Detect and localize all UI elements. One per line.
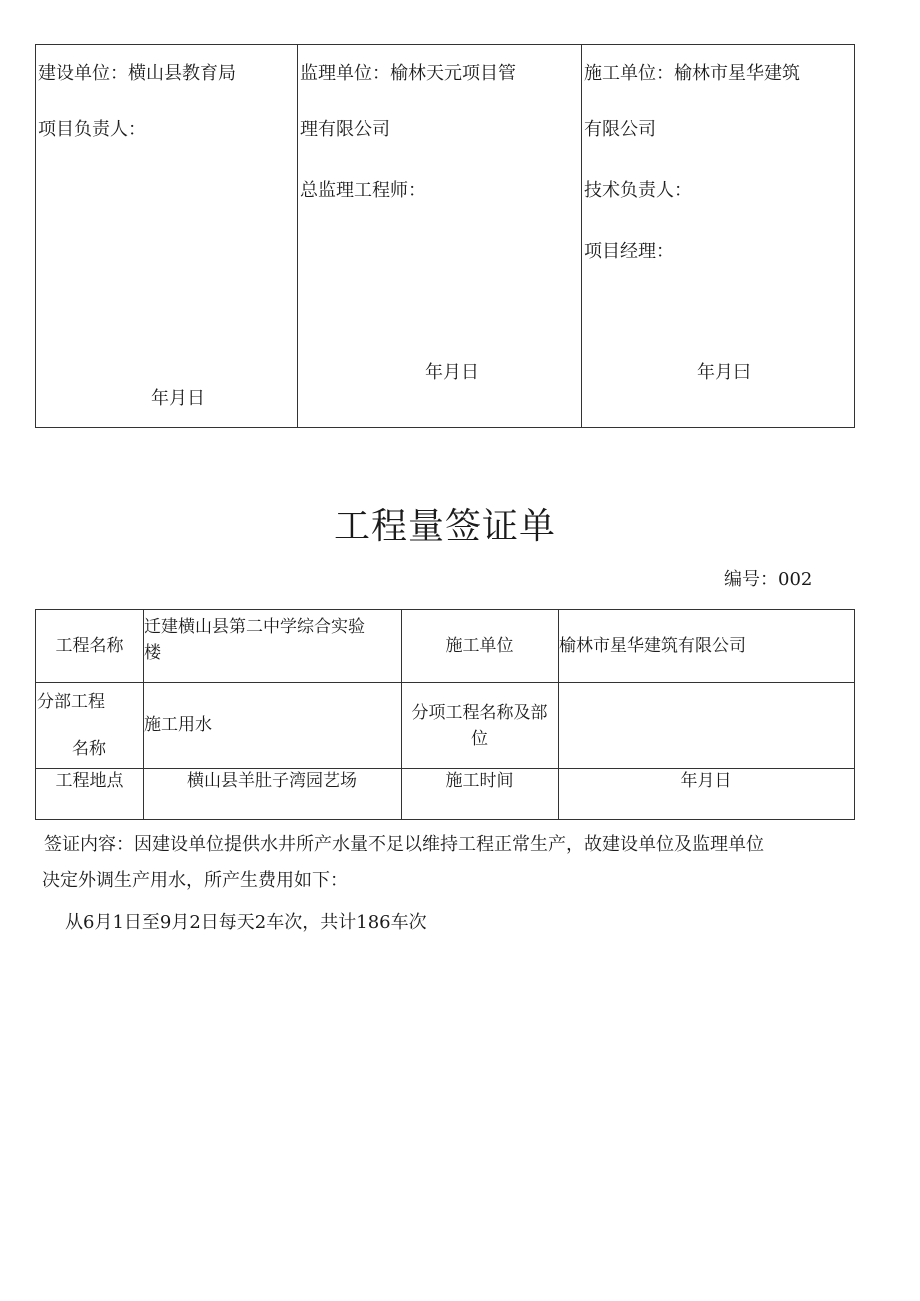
technical-lead-label: 技术负责人： xyxy=(584,180,692,201)
document-number: 编号：002 xyxy=(724,569,813,590)
construction-unit-column xyxy=(36,45,298,427)
construction-project-lead-label: 项目负责人： xyxy=(38,119,146,140)
location-label: 工程地点 xyxy=(55,771,124,791)
contractor-column xyxy=(582,45,854,427)
contractor-date: 年月曰 xyxy=(697,362,751,383)
division-value: 施工用水 xyxy=(144,715,212,735)
division-label-line2: 名称 xyxy=(72,739,106,759)
division-label-line1: 分部工程 xyxy=(37,692,105,712)
project-name-line1: 迁建横山县第二中学综合实验 xyxy=(144,617,365,637)
supervision-unit-label: 监理单位：榆林天元项目管 xyxy=(300,63,516,84)
construction-unit-label: 建设单位：横山县教育局 xyxy=(38,63,236,84)
project-name-line2: 楼 xyxy=(144,643,161,663)
project-name-label: 工程名称 xyxy=(55,636,124,656)
chief-supervisor-label: 总监理工程师： xyxy=(300,180,426,201)
visa-content-detail: 从6月1日至9月2日每天2车次，共计186车次 xyxy=(65,912,427,933)
supervision-unit-column xyxy=(298,45,582,427)
project-name-value xyxy=(144,614,400,666)
construction-time-label: 施工时间 xyxy=(445,771,514,791)
contractor-label: 施工单位 xyxy=(445,636,514,656)
page-title: 工程量签证单 xyxy=(333,506,556,547)
visa-content-line1: 签证内容：因建设单位提供水井所产水量不足以维持工程正常生产，故建设单位及监理单位 xyxy=(44,834,764,855)
signature-table xyxy=(35,44,855,428)
contractor-unit-label-cont: 有限公司 xyxy=(584,119,656,140)
subitem-label-line1: 分项工程名称及部 xyxy=(411,703,548,723)
project-info-table xyxy=(35,609,855,820)
row-divider xyxy=(36,682,854,683)
contractor-value: 榆林市星华建筑有限公司 xyxy=(559,636,746,656)
contractor-unit-label: 施工单位：榆林市星华建筑 xyxy=(584,63,800,84)
construction-time-value: 年月日 xyxy=(680,771,732,791)
subitem-label xyxy=(401,700,558,752)
visa-content-line2: 决定外调生产用水，所产生费用如下： xyxy=(42,870,348,891)
project-manager-label: 项目经理： xyxy=(584,241,674,262)
supervision-date: 年月日 xyxy=(425,362,479,383)
supervision-unit-label-cont: 理有限公司 xyxy=(300,119,390,140)
construction-date: 年月日 xyxy=(151,388,205,409)
subitem-label-line2: 位 xyxy=(471,729,488,749)
location-value: 横山县羊肚子湾园艺场 xyxy=(187,771,357,791)
